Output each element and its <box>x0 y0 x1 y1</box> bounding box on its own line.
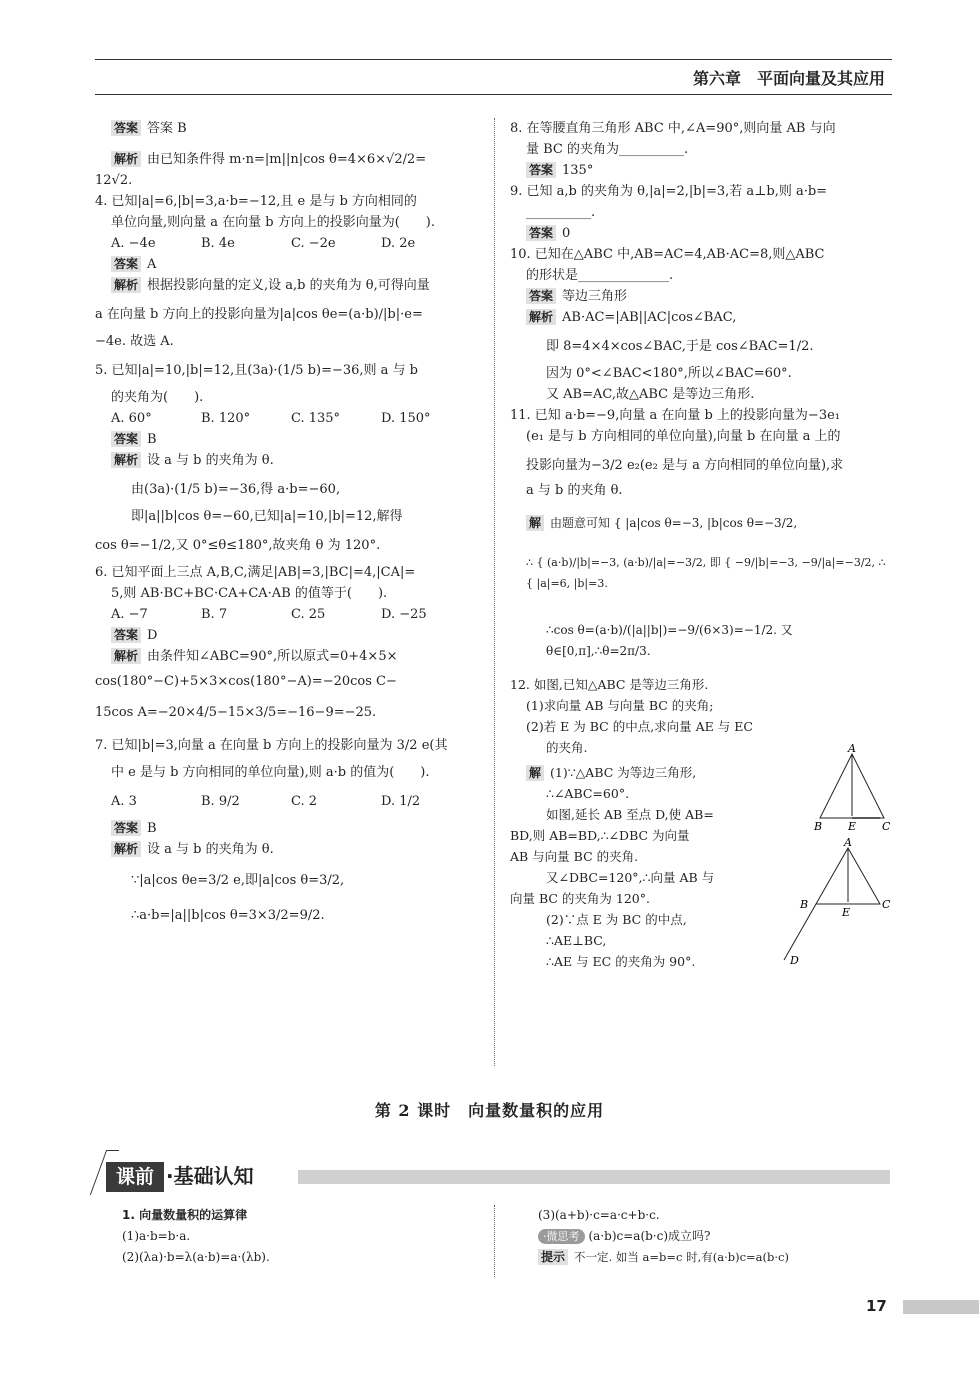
text-line: __________. <box>526 205 596 220</box>
question-6: 6. 已知平面上三点 A,B,C,满足|AB|=3,|BC|=4,|CA|= <box>95 565 416 580</box>
answer-line: 答案 135° <box>510 160 892 181</box>
text-line: 的夹角. <box>546 740 588 755</box>
text-line: ∵|a|cos θe=3/2 e,即|a|cos θ=3/2, <box>131 873 345 888</box>
text-line: BD,则 AB=BD,∴∠DBC 为向量 <box>510 828 690 843</box>
answer-line: 答案 答案 B <box>95 118 480 139</box>
hint-line: 提示 不一定. 如当 a=b=c 时,有(a·b)c=a(b·c) <box>538 1247 898 1268</box>
text-line: 15cos A=−20×4/5−15×3/5=−16−9=−25. <box>95 705 377 720</box>
banner-text: ·基础认知 <box>166 1164 254 1188</box>
page-number-bar <box>903 1300 979 1314</box>
rule-line: (2)(λa)·b=λ(a·b)=a·(λb). <box>122 1250 270 1264</box>
rule-line: (3)(a+b)·c=a·c+b·c. <box>538 1208 660 1222</box>
hint-badge: 提示 <box>538 1249 568 1265</box>
text-line: 如图,延长 AB 至点 D,使 AB= <box>546 807 714 822</box>
option-b: B. 7 <box>201 607 228 622</box>
label-tag: 答案 <box>111 627 141 643</box>
text-line: cos(180°−C)+5×3×cos(180°−A)=−20cos C− <box>95 674 397 689</box>
text-line: a 与 b 的夹角 θ. <box>526 483 623 498</box>
text-line: 又 AB=AC,故△ABC 是等边三角形. <box>546 387 755 402</box>
label-tag: 解析 <box>111 841 141 857</box>
text-line: 单位向量,则向量 a 在向量 b 方向上的投影向量为( ). <box>111 215 436 230</box>
option-c: C. 25 <box>291 607 326 622</box>
text-line: 量 BC 的夹角为__________. <box>526 142 689 157</box>
triangle-figure-1 <box>810 742 890 832</box>
option-b: B. 120° <box>201 411 251 426</box>
answer-line: 答案 B <box>95 429 480 450</box>
text-line: 向量 BC 的夹角为 120°. <box>510 891 650 906</box>
answer-line: 答案 等边三角形 <box>510 286 892 307</box>
lesson-title: 第 2 课时 向量数量积的应用 <box>374 1101 605 1120</box>
header-rule-bottom <box>95 94 892 95</box>
text-line: −4e. 故选 A. <box>95 334 174 349</box>
option-b: B. 4e <box>201 236 235 251</box>
text-line: AB 与向量 BC 的夹角. <box>510 849 639 864</box>
text-line: 的形状是______________. <box>526 268 674 283</box>
text-line: (2)∵点 E 为 BC 的中点, <box>546 912 687 927</box>
label-tag: 答案 <box>526 225 556 241</box>
bottom-left-column <box>122 1205 472 1268</box>
label-tag: 答案 <box>111 820 141 836</box>
options-q6 <box>95 604 480 625</box>
label-A: A <box>844 836 852 849</box>
question-12: 12. 如图,已知△ABC 是等边三角形. <box>510 677 709 692</box>
chapter-title: 第六章 平面向量及其应用 <box>692 69 885 88</box>
text-line: 的夹角为( ). <box>111 390 204 405</box>
question-10: 10. 已知在△ABC 中,AB=AC=4,AB·AC=8,则△ABC <box>510 247 825 262</box>
options-q4 <box>95 233 480 254</box>
label-C: C <box>882 898 891 911</box>
label-tag: 答案 <box>526 288 556 304</box>
text-line: ∴a·b=|a||b|cos θ=3×3/2=9/2. <box>131 908 325 923</box>
text-line: 因为 0°<∠BAC<180°,所以∠BAC=60°. <box>546 366 792 381</box>
option-c: C. 135° <box>291 411 341 426</box>
text-line: (2)若 E 为 BC 的中点,求向量 AE 与 EC <box>526 719 753 734</box>
text-line: (1)求向量 AB 与向量 BC 的夹角; <box>526 698 714 713</box>
option-d: D. 150° <box>381 411 431 426</box>
think-badge: ·微思考 <box>538 1229 585 1244</box>
question-11: 11. 已知 a·b=−9,向量 a 在向量 b 上的投影向量为−3e₁ <box>510 408 841 423</box>
label-tag: 解析 <box>111 277 141 293</box>
section-banner <box>98 1150 893 1194</box>
label-B: B <box>814 820 823 832</box>
bottom-right-column <box>538 1205 898 1268</box>
analysis-line: 解析 设 a 与 b 的夹角为 θ. <box>95 450 480 471</box>
label-E: E <box>842 906 851 919</box>
column-divider <box>494 118 495 1066</box>
label-tag: 解析 <box>111 452 141 468</box>
question-7: 7. 已知|b|=3,向量 a 在向量 b 方向上的投影向量为 3/2 e(其 <box>95 738 448 753</box>
label-A: A <box>848 742 856 755</box>
answer-line: 答案 B <box>95 818 480 839</box>
page-number: 17 <box>866 1297 887 1315</box>
analysis-line: 解析 设 a 与 b 的夹角为 θ. <box>95 839 480 860</box>
text-line: ∴AE⊥BC, <box>546 933 607 948</box>
option-c: C. 2 <box>291 794 318 809</box>
label-E: E <box>848 820 857 832</box>
option-d: D. −25 <box>381 607 427 622</box>
text-line: a 在向量 b 方向上的投影向量为|a|cos θe=(a·b)/|b|·e= <box>95 307 423 322</box>
text-line: ∴AE 与 EC 的夹角为 90°. <box>546 954 696 969</box>
analysis-line: 解析 根据投影向量的定义,设 a,b 的夹角为 θ,可得向量 <box>95 275 480 296</box>
option-d: D. 2e <box>381 236 416 251</box>
label-tag: 解析 <box>526 309 556 325</box>
rule-line: (1)a·b=b·a. <box>122 1229 191 1243</box>
text-line: (e₁ 是与 b 方向相同的单位向量),向量 b 在向量 a 上的 <box>526 429 841 444</box>
text-line: 又∠DBC=120°,∴向量 AB 与 <box>546 870 715 885</box>
label-tag: 答案 <box>111 256 141 272</box>
analysis-line: 解析 AB·AC=|AB||AC|cos∠BAC, <box>510 307 892 328</box>
options-q5 <box>95 408 480 429</box>
text-line: ∴∠ABC=60°. <box>546 786 630 801</box>
banner-bar <box>298 1170 890 1184</box>
think-line: ·微思考 (a·b)c=a(b·c)成立吗? <box>538 1226 898 1247</box>
question-5: 5. 已知|a|=10,|b|=12,且(3a)·(1/5 b)=−36,则 a 与 b <box>95 363 419 378</box>
text-line: 12√2. <box>95 173 133 188</box>
label-C: C <box>882 820 890 832</box>
options-q7 <box>95 791 480 812</box>
rule-title: 1. 向量数量积的运算律 <box>122 1208 248 1222</box>
analysis-line: 解析 由已知条件得 m·n=|m||n|cos θ=4×6×√2/2= <box>95 149 480 170</box>
header-rule-top <box>95 59 892 60</box>
label-tag: 解 <box>526 515 544 531</box>
label-tag: 解 <box>526 765 544 781</box>
text-line: 即 8=4×4×cos∠BAC,于是 cos∠BAC=1/2. <box>546 339 814 354</box>
analysis-line: 解析 由条件知∠ABC=90°,所以原式=0+4×5× <box>95 646 480 667</box>
option-a: A. 3 <box>111 794 137 809</box>
option-c: C. −2e <box>291 236 336 251</box>
bottom-column-divider <box>494 1205 495 1277</box>
solution-line: ∴ { (a·b)/|b|=−3, (a·b)/|a|=−3/2, 即 { −9/|b|=−3, −9/|a|=−3/2, ∴ { |a|=6, |b|=3. <box>526 556 886 590</box>
solution-line: ∴cos θ=(a·b)/(|a||b|)=−9/(6×3)=−1/2. 又 θ∈[0,π],∴θ=2π/3. <box>546 623 793 658</box>
text-line: 5,则 AB·BC+BC·CA+CA·AB 的值等于( ). <box>111 586 388 601</box>
answer-line: 答案 A <box>95 254 480 275</box>
label-tag: 解析 <box>111 151 141 167</box>
text-line: 即|a||b|cos θ=−60,已知|a|=10,|b|=12,解得 <box>131 509 403 524</box>
label-tag: 答案 <box>111 431 141 447</box>
option-a: A. −4e <box>111 236 156 251</box>
question-4: 4. 已知|a|=6,|b|=3,a·b=−12,且 e 是与 b 方向相同的 <box>95 194 417 209</box>
question-8: 8. 在等腰直角三角形 ABC 中,∠A=90°,则向量 AB 与向 <box>510 121 836 136</box>
question-9: 9. 已知 a,b 的夹角为 θ,|a|=2,|b|=3,若 a⊥b,则 a·b= <box>510 184 828 199</box>
label-B: B <box>800 898 809 911</box>
banner-tab: 课前 <box>106 1162 164 1192</box>
solution-line: 解 (1)∵△ABC 为等边三角形, <box>510 762 785 783</box>
triangle-figure-2 <box>778 834 896 966</box>
text-line: cos θ=−1/2,又 0°≤θ≤180°,故夹角 θ 为 120°. <box>95 538 381 553</box>
left-column <box>95 118 480 926</box>
answer-line: 答案 D <box>95 625 480 646</box>
text-line: 中 e 是与 b 方向相同的单位向量),则 a·b 的值为( ). <box>111 765 430 780</box>
label-tag: 答案 <box>526 162 556 178</box>
text-line: 由(3a)·(1/5 b)=−36,得 a·b=−60, <box>131 482 341 497</box>
text-line: 投影向量为−3/2 e₂(e₂ 是与 a 方向相同的单位向量),求 <box>526 458 844 473</box>
option-d: D. 1/2 <box>381 794 421 809</box>
answer-line: 答案 0 <box>510 223 892 244</box>
option-a: A. 60° <box>111 411 152 426</box>
label-D: D <box>790 954 799 966</box>
solution-line: 解 由题意可知 { |a|cos θ=−3, |b|cos θ=−3/2, <box>510 513 892 534</box>
option-a: A. −7 <box>111 607 148 622</box>
option-b: B. 9/2 <box>201 794 240 809</box>
label-tag: 解析 <box>111 648 141 664</box>
